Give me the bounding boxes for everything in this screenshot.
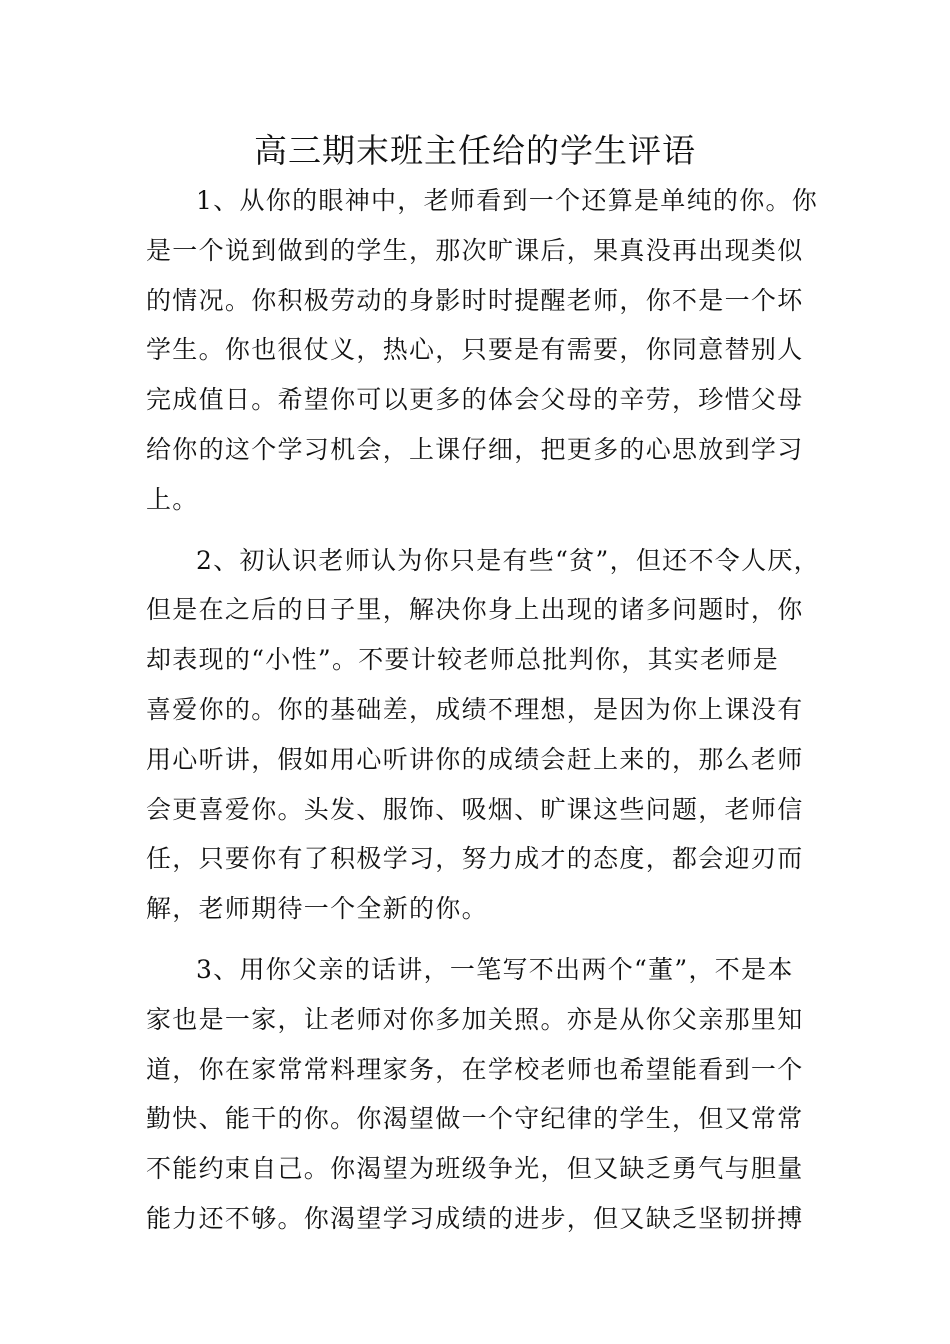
paragraph-line: 不能约束自己。你渴望为班级争光，但又缺乏勇气与胆量 — [146, 1154, 804, 1184]
paragraph-line: 给你的这个学习机会，上课仔细，把更多的心思放到学习 — [146, 434, 804, 464]
paragraph-3 — [146, 945, 806, 1244]
paragraph-line: 但是在之后的日子里，解决你身上出现的诸多问题时，你 — [146, 595, 804, 625]
paragraph-line: 用心听讲，假如用心听讲你的成绩会赶上来的，那么老师 — [146, 744, 804, 774]
paragraph-line: 上。 — [146, 484, 199, 514]
paragraph-line: 会更喜爱你。头发、服饰、吸烟、旷课这些问题，老师信 — [146, 794, 804, 824]
paragraph-line: 喜爱你的。你的基础差，成绩不理想，是因为你上课没有 — [146, 694, 804, 724]
paragraph-line: 是一个说到做到的学生，那次旷课后，果真没再出现类似 — [146, 235, 804, 265]
paragraph-line: 解，老师期待一个全新的你。 — [146, 894, 488, 924]
paragraph-line: 学生。你也很仗义，热心，只要是有需要，你同意替别人 — [146, 335, 804, 365]
paragraph-spacer — [146, 934, 806, 945]
paragraph-spacer — [146, 525, 806, 536]
document-body — [146, 176, 820, 1244]
paragraph-line: 1、从你的眼神中，老师看到一个还算是单纯的你。你 — [196, 186, 819, 215]
paragraph-line: 能力还不够。你渴望学习成绩的进步，但又缺乏坚韧拼搏 — [146, 1203, 804, 1233]
document-title: 高三期末班主任给的学生评语 — [254, 131, 696, 170]
paragraph-2 — [146, 536, 820, 934]
paragraph-line: 却表现的“小性”。不要计较老师总批判你，其实老师是 — [146, 645, 780, 675]
paragraph-line: 的情况。你积极劳动的身影时时提醒老师，你不是一个坏 — [146, 285, 804, 315]
paragraph-line: 勤快、能干的你。你渴望做一个守纪律的学生，但又常常 — [146, 1104, 804, 1134]
paragraph-line: 家也是一家，让老师对你多加关照。亦是从你父亲那里知 — [146, 1004, 804, 1034]
paragraph-line: 任，只要你有了积极学习，努力成才的态度，都会迎刃而 — [146, 844, 804, 874]
paragraph-line: 道，你在家常常料理家务，在学校老师也希望能看到一个 — [146, 1054, 804, 1084]
paragraph-1 — [146, 176, 819, 525]
paragraph-line: 2、初认识老师认为你只是有些“贫”，但还不令人厌， — [196, 545, 820, 575]
paragraph-line: 完成值日。希望你可以更多的体会父母的辛劳，珍惜父母 — [146, 385, 804, 415]
paragraph-line: 3、用你父亲的话讲，一笔写不出两个“董”，不是本 — [196, 954, 794, 984]
